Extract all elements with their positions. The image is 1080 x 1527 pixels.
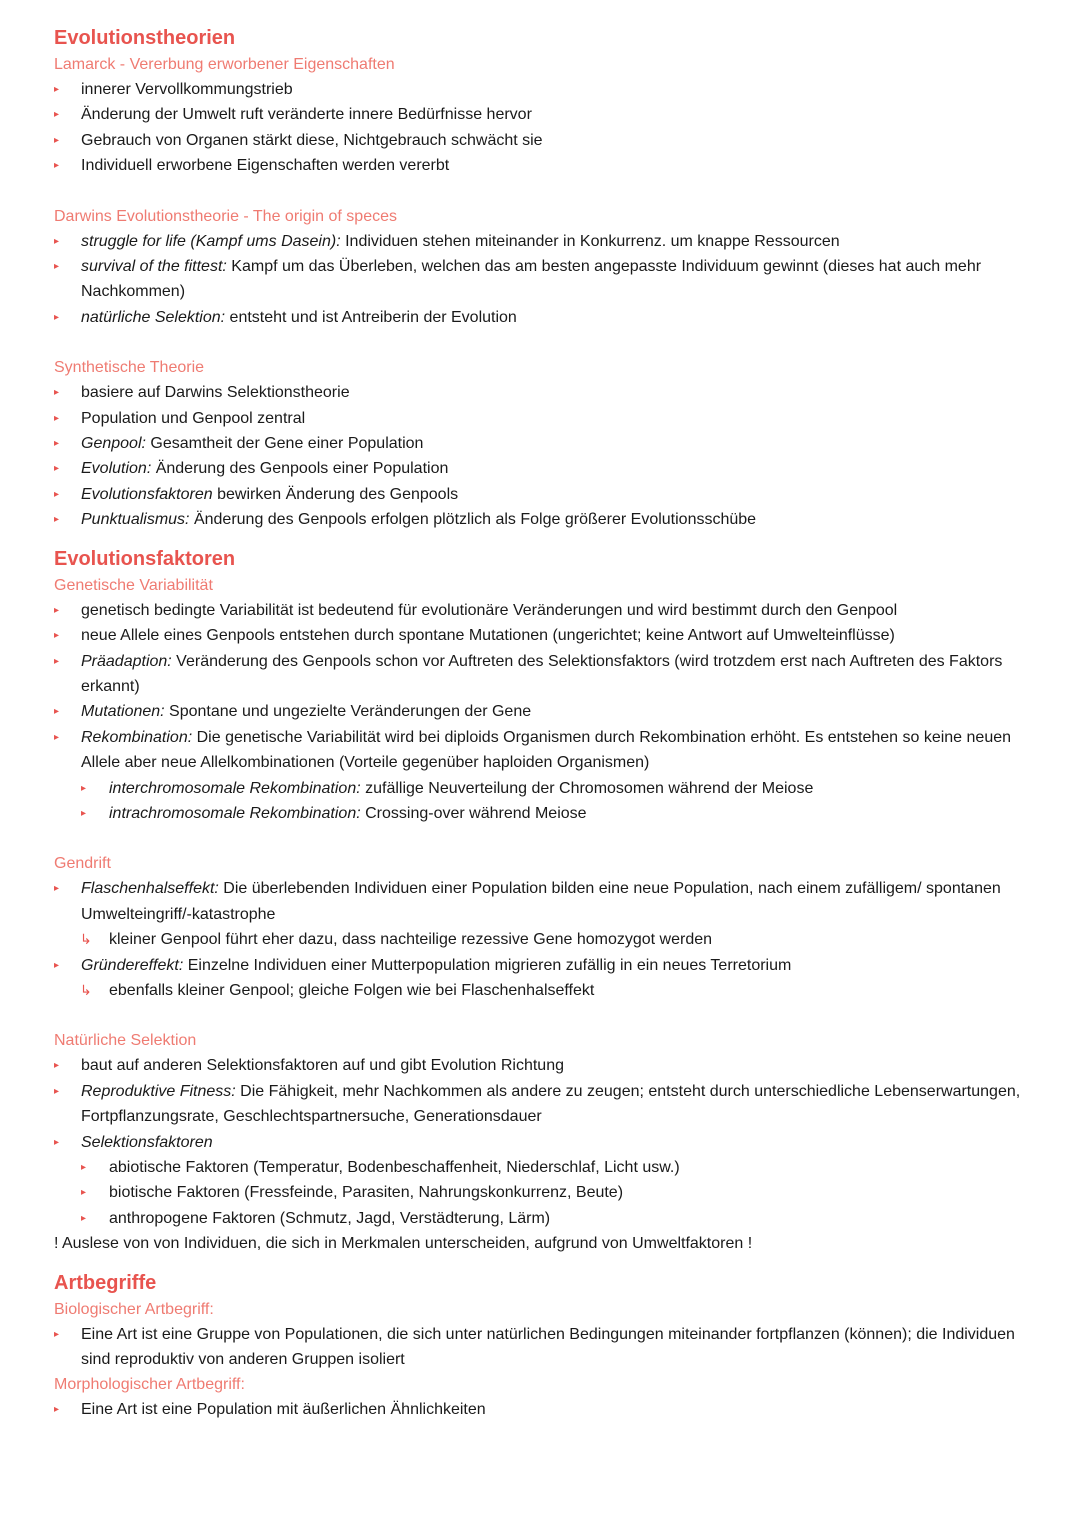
list-item: ▸ Evolution: Änderung des Genpools einer Population xyxy=(54,456,1044,481)
arrow-icon: ↳ xyxy=(80,931,92,948)
list-item: ▸ Eine Art ist eine Population mit äußerlichen Ähnlichkeiten xyxy=(54,1397,1044,1422)
subheading-genetische-variabilitaet: Genetische Variabilität xyxy=(54,576,213,594)
bullet-icon: ▸ xyxy=(54,604,60,616)
subheading-gendrift: Gendrift xyxy=(54,855,111,873)
subheading-darwin: Darwins Evolutionstheorie - The origin of speces xyxy=(54,207,397,225)
bullet-icon: ▸ xyxy=(54,235,60,247)
bullet-icon: ▸ xyxy=(54,160,60,172)
list-item: ▸ Reproduktive Fitness: Die Fähigkeit, mehr Nachkommen als andere zu zeugen; entsteht durch unterschiedliche Lebenserwartungen, Fortpflanzungsrate, Geschlechtspartnersuche, Generationsdauer xyxy=(54,1079,1044,1130)
subheading-lamarck: Lamarck - Vererbung erworbener Eigenschaften xyxy=(54,56,395,73)
list-item: ▸ Änderung der Umwelt ruft veränderte innere Bedürfnisse hervor xyxy=(54,102,1044,127)
consequence-note: ↳ ebenfalls kleiner Genpool; gleiche Folgen wie bei Flaschenhalseffekt xyxy=(54,978,1044,1003)
bullet-icon: ▸ xyxy=(81,807,87,819)
sub-list-item: ▸ interchromosomale Rekombination: zufällige Neuverteilung der Chromosomen während der Meiose xyxy=(54,776,1044,801)
arrow-icon: ↳ xyxy=(80,981,92,998)
list-item: ▸ Punktualismus: Änderung des Genpools erfolgen plötzlich als Folge größerer Evolutionsschübe xyxy=(54,507,1044,532)
list-item: ▸ Gründereffekt: Einzelne Individuen einer Mutterpopulation migrieren zufällig in ein neues Terretorium xyxy=(54,953,1044,978)
list-item: ▸ natürliche Selektion: entsteht und ist Antreiberin der Evolution xyxy=(54,305,1044,330)
list-item: ▸ survival of the fittest: Kampf um das Überleben, welchen das am besten angepasste Individuum gewinnt (dieses hat auch mehr Nachkommen) xyxy=(54,254,1044,305)
bullet-icon: ▸ xyxy=(81,782,87,794)
list-item: ▸ baut auf anderen Selektionsfaktoren auf und gibt Evolution Richtung xyxy=(54,1053,1044,1078)
bullet-icon: ▸ xyxy=(54,84,60,95)
bullet-icon: ▸ xyxy=(54,706,60,718)
list-item: ▸ Flaschenhalseffekt: Die überlebenden Individuen einer Population bilden eine neue Population, nach einem zufälligem/ spontanen Umwelteingriff/-katastrophe xyxy=(54,876,1044,927)
bullet-icon: ▸ xyxy=(54,261,60,273)
sub-list-item: ▸ intrachromosomale Rekombination: Crossing-over während Meiose xyxy=(54,801,1044,826)
bullet-icon: ▸ xyxy=(81,1187,87,1199)
list-item: ▸ neue Allele eines Genpools entstehen durch spontane Mutationen (ungerichtet; keine Antwort auf Umwelteinflüsse) xyxy=(54,623,1044,648)
list-item: ▸ Präadaption: Veränderung des Genpools schon vor Auftreten des Selektionsfaktors (wird trotzdem erst nach Auftreten des Faktors erkannt) xyxy=(54,649,1044,700)
sub-list-item: ▸ abiotische Faktoren (Temperatur, Bodenbeschaffenheit, Niederschlaf, Licht usw.) xyxy=(54,1155,1044,1180)
bullet-icon: ▸ xyxy=(54,412,60,424)
bullet-icon: ▸ xyxy=(54,1404,60,1416)
bullet-icon: ▸ xyxy=(54,731,60,743)
subheading-natuerliche-selektion: Natürliche Selektion xyxy=(54,1032,197,1050)
subheading-biologischer-artbegriff: Biologischer Artbegriff: xyxy=(54,1300,214,1318)
bullet-icon: ▸ xyxy=(54,1060,60,1072)
bullet-icon: ▸ xyxy=(54,438,60,450)
list-item: ▸ Mutationen: Spontane und ungezielte Veränderungen der Gene xyxy=(54,699,1044,724)
bullet-icon: ▸ xyxy=(54,134,60,146)
list-item: ▸ struggle for life (Kampf ums Dasein): Individuen stehen miteinander in Konkurrenz. um knappe Ressourcen xyxy=(54,229,1044,254)
bullet-icon: ▸ xyxy=(81,1212,87,1224)
bullet-icon: ▸ xyxy=(54,109,60,121)
bullet-icon: ▸ xyxy=(54,630,60,642)
list-item: ▸ Population und Genpool zentral xyxy=(54,406,1044,431)
sub-list-item: ▸ anthropogene Faktoren (Schmutz, Jagd, Verstädterung, Lärm) xyxy=(54,1206,1044,1231)
bullet-icon: ▸ xyxy=(54,1136,60,1148)
sub-list-item: ▸ biotische Faktoren (Fressfeinde, Parasiten, Nahrungskonkurrenz, Beute) xyxy=(54,1180,1044,1205)
bullet-icon: ▸ xyxy=(54,1085,60,1097)
list-item: ▸ Rekombination: Die genetische Variabilität wird bei diploids Organismen durch Rekombination erhöht. Es entstehen so keine neuen Allele aber neue Allelkombinationen (Vorteile gegenüber haploiden Organismen) xyxy=(54,725,1044,776)
list-item: ▸ Selektionsfaktoren xyxy=(54,1130,1044,1155)
list-item: ▸ Individuell erworbene Eigenschaften werden vererbt xyxy=(54,153,1044,178)
bullet-icon: ▸ xyxy=(54,959,60,971)
selection-note: ! Auslese von von Individuen, die sich in Merkmalen unterscheiden, aufgrund von Umweltfaktoren ! xyxy=(54,1235,753,1253)
list-item: ▸ genetisch bedingte Variabilität ist bedeutend für evolutionäre Veränderungen und wird bestimmt durch den Genpool xyxy=(54,598,1044,623)
bullet-icon: ▸ xyxy=(81,1162,87,1173)
bullet-icon: ▸ xyxy=(54,655,60,667)
subheading-morphologischer-artbegriff: Morphologischer Artbegriff: xyxy=(54,1376,245,1394)
list-item: ▸ Eine Art ist eine Gruppe von Populationen, die sich unter natürlichen Bedingungen miteinander fortpflanzen (können); die Individuen sind reproduktiv von anderen Gruppen isoliert xyxy=(54,1322,1044,1373)
list-item: ▸ Gebrauch von Organen stärkt diese, Nichtgebrauch schwächt sie xyxy=(54,128,1044,153)
bullet-icon: ▸ xyxy=(54,387,60,399)
bullet-icon: ▸ xyxy=(54,488,60,500)
bullet-icon: ▸ xyxy=(54,514,60,526)
consequence-note: ↳ kleiner Genpool führt eher dazu, dass nachteilige rezessive Gene homozygot werden xyxy=(54,927,1044,952)
bullet-icon: ▸ xyxy=(54,311,60,323)
section-title-evolutionsfaktoren: Evolutionsfaktoren xyxy=(54,547,236,570)
section-title-evolutionstheorien: Evolutionstheorien xyxy=(54,27,236,49)
bullet-icon: ▸ xyxy=(54,1328,60,1340)
list-item: ▸ Evolutionsfaktoren bewirken Änderung des Genpools xyxy=(54,482,1044,507)
subheading-synthetische-theorie: Synthetische Theorie xyxy=(54,359,205,377)
bullet-icon: ▸ xyxy=(54,463,60,475)
bullet-icon: ▸ xyxy=(54,883,60,895)
list-item: ▸ innerer Vervollkommungstrieb xyxy=(54,77,1044,102)
section-title-artbegriffe: Artbegriffe xyxy=(54,1271,157,1294)
list-item: ▸ Genpool: Gesamtheit der Gene einer Population xyxy=(54,431,1044,456)
document-page xyxy=(54,24,1044,1423)
list-item: ▸ basiere auf Darwins Selektionstheorie xyxy=(54,380,1044,405)
